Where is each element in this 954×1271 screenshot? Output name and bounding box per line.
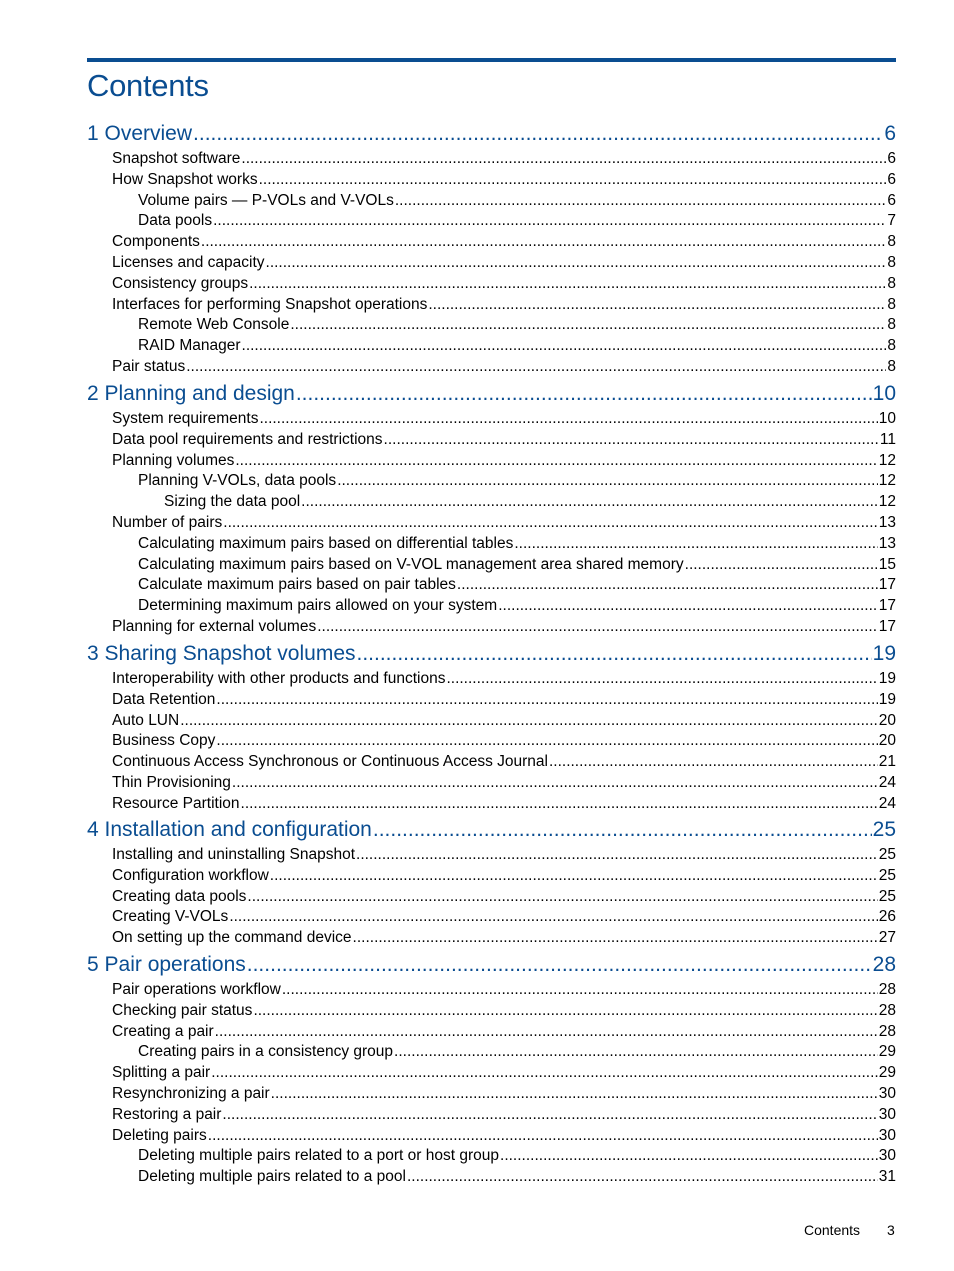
toc-entry-title: Creating pairs in a consistency group (138, 1043, 394, 1061)
toc-section-entry[interactable] (138, 1147, 896, 1168)
toc-entry-page: 8 (887, 337, 896, 355)
toc-entry-title: Auto LUN (112, 711, 180, 729)
toc-section-entry[interactable] (112, 410, 896, 431)
toc-entry-page: 6 (884, 122, 896, 145)
toc-entry-page: 12 (878, 472, 896, 490)
toc-section-entry[interactable] (112, 296, 896, 317)
toc-entry-title: Deleting pairs (112, 1126, 207, 1144)
toc-entry-page: 17 (878, 618, 896, 635)
toc-leader-dots (373, 818, 872, 842)
toc-leader-dots (193, 122, 883, 146)
toc-entry-title: Creating data pools (112, 887, 247, 905)
toc-leader-dots (395, 192, 887, 210)
toc-entry-title: Licenses and capacity (112, 254, 265, 271)
toc-section-entry[interactable] (112, 254, 896, 275)
toc-section-entry[interactable] (112, 981, 896, 1002)
toc-entry-page: 25 (872, 818, 896, 841)
toc-leader-dots (249, 275, 886, 293)
toc-section-entry[interactable] (112, 150, 896, 171)
toc-leader-dots (223, 514, 877, 532)
toc-section-entry[interactable] (112, 774, 896, 795)
toc-section-entry[interactable] (112, 275, 896, 296)
toc-entry-title: System requirements (112, 410, 259, 427)
toc-leader-dots (457, 576, 878, 594)
toc-entry-title: 2 Planning and design (87, 382, 295, 405)
toc-entry-page: 25 (878, 887, 896, 905)
toc-entry-page: 19 (878, 690, 896, 708)
toc-entry-page: 28 (878, 1001, 896, 1019)
toc-entry-page: 8 (887, 358, 896, 375)
toc-entry-page: 21 (878, 753, 896, 771)
toc-chapter-entry[interactable] (87, 122, 896, 150)
toc-section-entry[interactable] (138, 1043, 896, 1064)
toc-entry-page: 15 (878, 555, 896, 573)
toc-section-entry[interactable] (138, 316, 896, 337)
toc-section-entry[interactable] (112, 929, 896, 950)
toc-entry-page: 30 (878, 1126, 896, 1144)
toc-entry-page: 30 (878, 1147, 896, 1165)
toc-entry-title: Creating a pair (112, 1022, 214, 1040)
toc-section-entry[interactable] (112, 846, 896, 867)
toc-entry-page: 8 (887, 233, 896, 251)
footer-label: Contents (804, 1222, 861, 1238)
toc-entry-title: Deleting multiple pairs related to a port or host group (138, 1147, 500, 1165)
toc-entry-page: 29 (878, 1064, 896, 1082)
toc-section-entry[interactable] (138, 192, 896, 213)
toc-section-entry[interactable] (112, 452, 896, 473)
toc-chapter-entry[interactable] (87, 818, 896, 846)
toc-entry-page: 8 (887, 254, 896, 271)
toc-entry-title: Remote Web Console (138, 316, 290, 334)
toc-entry-title: Data Retention (112, 690, 216, 708)
toc-entry-page: 30 (878, 1105, 896, 1123)
toc-entry-page: 19 (872, 642, 896, 665)
toc-section-entry[interactable] (112, 795, 896, 816)
toc-leader-dots (235, 452, 877, 470)
toc-entry-page: 13 (878, 534, 896, 552)
toc-entry-title: Planning volumes (112, 451, 235, 469)
toc-entry-page: 19 (878, 670, 896, 687)
toc-entry-page: 8 (887, 274, 896, 292)
toc-entry-page: 28 (878, 981, 896, 998)
toc-entry-title: RAID Manager (138, 337, 241, 355)
toc-entry-title: Planning V-VOLs, data pools (138, 472, 337, 490)
toc-leader-dots (301, 493, 878, 511)
toc-entry-title: Continuous Access Synchronous or Continuous Access Journal (112, 753, 548, 771)
toc-leader-dots (241, 795, 878, 813)
toc-section-entry[interactable] (112, 908, 896, 929)
toc-section-entry[interactable] (112, 753, 896, 774)
toc-entry-title: Pair status (112, 358, 186, 375)
toc-section-entry[interactable] (112, 867, 896, 888)
toc-section-entry[interactable] (112, 732, 896, 753)
toc-entry-title: Resynchronizing a pair (112, 1085, 270, 1102)
toc-section-entry[interactable] (112, 712, 896, 733)
toc-leader-dots (337, 472, 878, 490)
toc-entry-title: Business Copy (112, 732, 216, 750)
toc-entry-page: 11 (879, 430, 896, 448)
toc-entry-title: Interoperability with other products and functions (112, 670, 446, 687)
toc-section-entry[interactable] (112, 171, 896, 192)
toc-entry-page: 31 (878, 1168, 896, 1186)
toc-leader-dots (290, 316, 886, 334)
toc-leader-dots (353, 929, 878, 947)
toc-section-entry[interactable] (112, 1127, 896, 1148)
toc-chapter-entry[interactable] (87, 382, 896, 410)
toc-section-entry[interactable] (112, 1002, 896, 1023)
toc-section-entry[interactable] (112, 888, 896, 909)
toc-entry-page: 28 (872, 953, 896, 976)
toc-entry-title: Planning for external volumes (112, 618, 317, 635)
toc-leader-dots (259, 171, 887, 189)
toc-leader-dots (500, 1147, 878, 1165)
toc-leader-dots (296, 382, 872, 406)
toc-leader-dots (394, 1043, 878, 1061)
toc-entry-page: 12 (878, 493, 896, 511)
toc-entry-title: 1 Overview (87, 122, 193, 145)
toc-entry-page: 25 (878, 846, 896, 863)
toc-section-entry[interactable] (138, 556, 896, 577)
toc-section-entry[interactable] (138, 337, 896, 358)
toc-entry-title: Thin Provisioning (112, 774, 231, 791)
toc-entry-page: 10 (872, 382, 896, 405)
toc-entry-title: Sizing the data pool (164, 493, 301, 511)
toc-section-entry[interactable] (112, 233, 896, 254)
toc-leader-dots (253, 1002, 877, 1020)
toc-entry-page: 6 (887, 170, 896, 188)
toc-leader-dots (685, 556, 878, 574)
toc-leader-dots (208, 1127, 878, 1145)
toc-section-entry[interactable] (138, 576, 896, 597)
toc-entry-title: Deleting multiple pairs related to a pool (138, 1168, 406, 1186)
toc-section-entry[interactable] (112, 670, 896, 691)
toc-entry-title: Interfaces for performing Snapshot operations (112, 295, 428, 313)
toc-leader-dots (216, 732, 877, 750)
toc-section-entry[interactable] (112, 618, 896, 639)
toc-entry-title: Determining maximum pairs allowed on your system (138, 597, 498, 615)
toc-entry-page: 20 (878, 711, 896, 729)
toc-leader-dots (247, 888, 877, 906)
toc-leader-dots (271, 1085, 878, 1103)
toc-entry-title: Creating V-VOLs (112, 908, 229, 926)
toc-entry-page: 29 (878, 1043, 896, 1061)
toc-entry-page: 25 (878, 866, 896, 884)
toc-entry-title: Components (112, 233, 200, 251)
toc-entry-page: 26 (878, 908, 896, 926)
toc-section-entry[interactable] (112, 358, 896, 379)
toc-entry-title: Calculating maximum pairs based on differential tables (138, 534, 514, 552)
toc-section-entry[interactable] (164, 493, 896, 514)
toc-section-entry[interactable] (138, 597, 896, 618)
toc-leader-dots (213, 212, 886, 230)
toc-entry-page: 24 (878, 774, 896, 791)
toc-leader-dots (229, 908, 877, 926)
toc-entry-title: On setting up the command device (112, 929, 352, 947)
toc-section-entry[interactable] (112, 1064, 896, 1085)
toc-leader-dots (247, 953, 872, 977)
toc-entry-page: 17 (878, 576, 896, 594)
toc-entry-page: 13 (878, 514, 896, 531)
toc-section-entry[interactable] (112, 1023, 896, 1044)
toc-entry-title: Checking pair status (112, 1001, 253, 1019)
toc-leader-dots (222, 1106, 877, 1124)
toc-leader-dots (216, 691, 877, 709)
toc-leader-dots (428, 296, 886, 314)
toc-entry-title: Snapshot software (112, 150, 241, 167)
toc-entry-title: Number of pairs (112, 514, 223, 531)
toc-leader-dots (201, 233, 886, 251)
header-rule (87, 58, 896, 62)
toc-entry-page: 30 (878, 1085, 896, 1102)
toc-entry-title: Calculating maximum pairs based on V-VOL management area shared memory (138, 555, 684, 573)
toc-leader-dots (186, 358, 886, 376)
toc-entry-page: 6 (887, 191, 896, 209)
page-title: Contents (87, 68, 209, 103)
toc-section-entry[interactable] (112, 691, 896, 712)
toc-leader-dots (407, 1168, 878, 1186)
toc-leader-dots (549, 753, 878, 771)
toc-entry-title: Resource Partition (112, 794, 240, 812)
toc-entry-title: Data pool requirements and restrictions (112, 430, 383, 448)
toc-entry-title: Data pools (138, 212, 213, 230)
toc-entry-page: 6 (887, 150, 896, 167)
toc-leader-dots (498, 597, 878, 615)
toc-leader-dots (514, 535, 877, 553)
toc-section-entry[interactable] (112, 1106, 896, 1127)
toc-entry-title: Configuration workflow (112, 866, 269, 884)
toc-leader-dots (356, 846, 878, 864)
toc-leader-dots (215, 1023, 878, 1041)
toc-entry-page: 24 (878, 794, 896, 812)
toc-section-entry[interactable] (138, 535, 896, 556)
toc-leader-dots (446, 670, 877, 688)
toc-section-entry[interactable] (112, 431, 896, 452)
toc-leader-dots (242, 337, 887, 355)
toc-entry-title: Calculate maximum pairs based on pair tables (138, 576, 456, 594)
toc-entry-page: 28 (878, 1022, 896, 1040)
toc-leader-dots (232, 774, 878, 792)
toc-leader-dots (357, 642, 872, 666)
toc-leader-dots (317, 618, 878, 636)
toc-entry-page: 10 (878, 410, 896, 427)
toc-leader-dots (282, 981, 878, 999)
toc-section-entry[interactable] (112, 514, 896, 535)
toc-entry-title: Consistency groups (112, 274, 249, 292)
toc-leader-dots (259, 410, 877, 428)
toc-leader-dots (241, 150, 886, 168)
toc-entry-page: 7 (887, 212, 896, 230)
toc-leader-dots (180, 712, 878, 730)
toc-section-entry[interactable] (138, 1168, 896, 1189)
toc-leader-dots (211, 1064, 878, 1082)
toc-entry-title: Restoring a pair (112, 1105, 222, 1123)
toc-entry-page: 20 (878, 732, 896, 750)
toc-entry-title: Splitting a pair (112, 1064, 211, 1082)
toc-entry-title: 5 Pair operations (87, 953, 246, 976)
toc-entry-title: Volume pairs — P-VOLs and V-VOLs (138, 191, 394, 209)
toc-entry-title: 3 Sharing Snapshot volumes (87, 642, 356, 665)
toc-chapter-entry[interactable] (87, 642, 896, 670)
toc-entry-title: How Snapshot works (112, 170, 258, 188)
toc-entry-title: Pair operations workflow (112, 981, 281, 998)
toc-section-entry[interactable] (138, 212, 896, 233)
toc-leader-dots (384, 431, 879, 449)
toc-leader-dots (270, 867, 878, 885)
toc-section-entry[interactable] (112, 1085, 896, 1106)
toc-entry-title: 4 Installation and configuration (87, 818, 372, 841)
toc-leader-dots (266, 254, 887, 272)
toc-entry-page: 12 (878, 451, 896, 469)
toc-chapter-entry[interactable] (87, 953, 896, 981)
toc-entry-page: 8 (887, 295, 896, 313)
toc-entry-page: 27 (878, 929, 896, 947)
toc-entry-page: 17 (878, 597, 896, 615)
footer-page-number: 3 (887, 1222, 895, 1238)
toc-section-entry[interactable] (138, 472, 896, 493)
toc-entry-page: 8 (887, 316, 896, 334)
toc-entry-title: Installing and uninstalling Snapshot (112, 846, 356, 863)
